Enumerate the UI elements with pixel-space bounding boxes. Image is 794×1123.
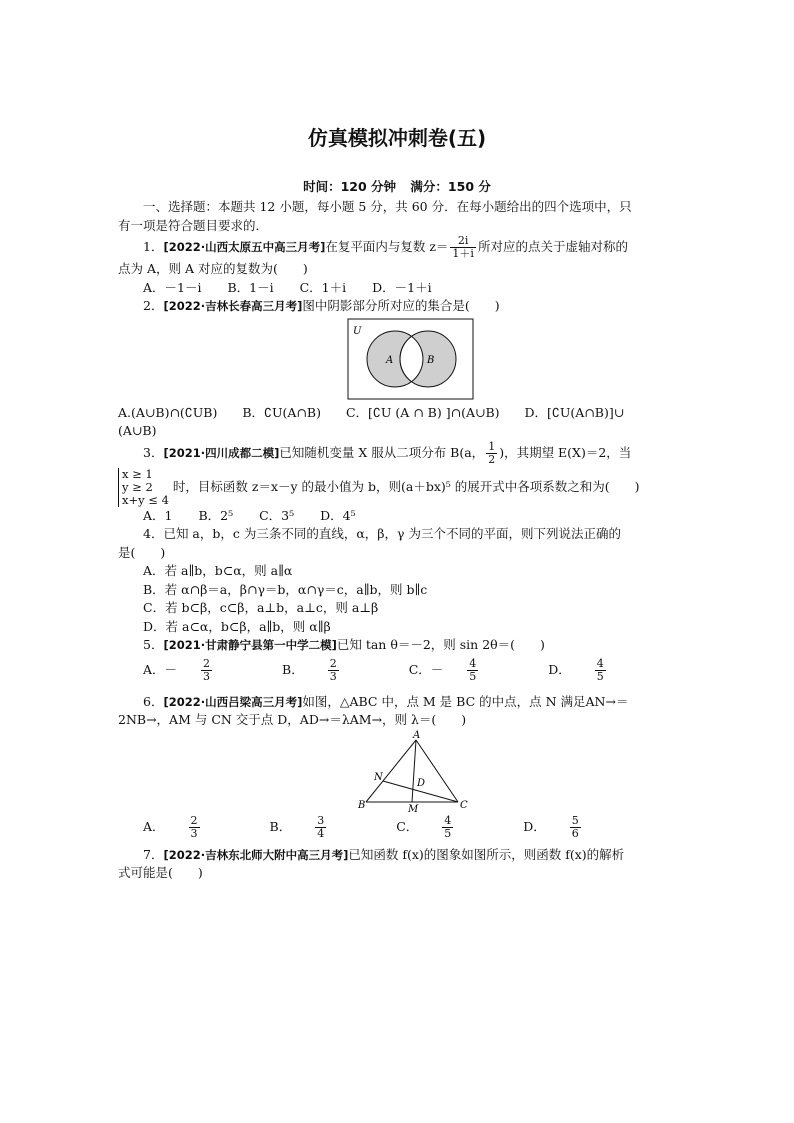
- fraction: $\frac{2}{3}$: [203, 656, 211, 683]
- venn-diagram: [118, 318, 678, 404]
- point-a-label: A: [413, 729, 421, 741]
- fraction: $\frac{4}{5}$: [596, 656, 604, 683]
- fraction: $\frac{3}{4}$: [317, 813, 325, 840]
- venn-label-b: B: [427, 354, 435, 366]
- point-d-label: D: [417, 777, 426, 789]
- venn-label-a: A: [386, 354, 394, 366]
- option: D． $\frac{4}{5}$: [548, 662, 650, 677]
- fraction: $\frac{4}{5}$: [469, 656, 477, 683]
- exam-score: 满分：150 分: [410, 179, 491, 194]
- venn-figure: [118, 316, 678, 404]
- question-source: [2022·山西太原五中高三月考]: [163, 240, 326, 254]
- option: A．若 a∥b，b⊂α，则 a∥α: [143, 563, 293, 578]
- triangle-figure: [118, 730, 678, 812]
- option: A．1: [143, 507, 173, 523]
- option: C．3⁵: [259, 507, 295, 523]
- fraction: $\frac{1}{2}$: [488, 439, 496, 466]
- question-4: 4．已知 a，b，c 为三条不同的直线，α，β，γ 为三个不同的平面，则下列说法正确的: [143, 526, 621, 541]
- question-list: [118, 198, 678, 883]
- fraction: $\frac{2i}{1+i}$: [452, 234, 474, 260]
- question-1-cont: 点为 A，则 A 对应的复数为( ): [118, 261, 308, 276]
- question-source: [2021·四川成都二模]: [163, 445, 280, 460]
- option: B． $\frac{2}{3}$: [282, 662, 383, 677]
- question-2-options: A.(A∪B)∩(∁UB) B．∁U(A∩B) C．[∁U (A ∩ B) ]∩(A∪B) D．[∁U(A∩B)]∪: [118, 404, 625, 420]
- question-1: 1．[2022·山西太原五中高三月考]在复平面内与复数 z＝ $\frac{2i}{1+i}$ 所对应的点关于虚轴对称的: [143, 234, 628, 260]
- option: A． $\frac{2}{3}$: [143, 819, 244, 834]
- fraction: $\frac{4}{5}$: [444, 813, 452, 840]
- side-ac: [416, 740, 458, 802]
- question-2-options-tail: (A∪B): [118, 423, 157, 438]
- question-source: [2022·山西吕梁高三月考]: [163, 694, 303, 709]
- fraction: $\frac{2}{3}$: [329, 656, 337, 683]
- segment-am: [412, 740, 416, 802]
- section-intro-2: 有一项是符合题目要求的．: [118, 217, 269, 233]
- option: B． $\frac{3}{4}$: [270, 819, 371, 834]
- constraint-system: x ≥ 1 y ≥ 2 x+y ≤ 4: [118, 468, 169, 507]
- question-7-cont: 式可能是( ): [118, 865, 203, 880]
- question-5-options: [118, 655, 678, 685]
- option: A．－ $\frac{2}{3}$: [143, 662, 256, 677]
- question-5: 5．[2021·甘肃静宁县第一中学二模]已知 tan θ＝－2，则 sin 2θ＝( ): [143, 637, 545, 652]
- option: D．4⁵: [320, 507, 356, 523]
- question-6-cont: 2NB→，AM 与 CN 交于点 D，AD→＝λAM→，则 λ＝( ): [118, 712, 467, 727]
- option: C．－ $\frac{4}{5}$: [409, 662, 523, 677]
- question-6: 6．[2022·山西吕梁高三月考]如图，△ABC 中，点 M 是 BC 的中点，点 N 满足AN→＝: [143, 693, 629, 709]
- venn-label-u: U: [353, 325, 362, 337]
- triangle-diagram: [118, 730, 678, 812]
- exam-meta: [0, 177, 794, 195]
- fraction: $\frac{2}{3}$: [190, 813, 198, 840]
- question-4-cont: 是( ): [118, 544, 166, 560]
- option: A．－1－i: [143, 279, 202, 295]
- question-1-options: [118, 279, 678, 298]
- option: D．若 a⊂α，b⊂β，a∥b，则 α∥β: [143, 618, 331, 634]
- option: C． $\frac{4}{5}$: [396, 819, 497, 834]
- fraction: $\frac{5}{6}$: [571, 813, 579, 840]
- question-3-cont: x ≥ 1 y ≥ 2 x+y ≤ 4 时，目标函数 z＝x－y 的最小值为 b，则(a＋bx)⁵ 的展开式中各项系数之和为( ): [118, 468, 678, 507]
- point-b-label: B: [358, 799, 366, 811]
- question-3: 3．[2021·四川成都二模]已知随机变量 X 服从二项分布 B(a， $\frac{1}{2}$ )，其期望 E(X)＝2，当: [143, 439, 632, 466]
- page-title: 仿真模拟冲刺卷(五): [307, 126, 487, 150]
- option: B．2⁵: [198, 507, 234, 523]
- option: B．1－i: [227, 279, 274, 295]
- question-source: [2022·吉林长春高三月考]: [163, 299, 303, 313]
- question-2: 2．[2022·吉林长春高三月考]图中阴影部分所对应的集合是( ): [143, 298, 500, 313]
- question-7: 7．[2022·吉林东北师大附中高三月考]已知函数 f(x)的图象如图所示，则函数 f(x)的解析: [143, 846, 625, 862]
- question-source: [2022·吉林东北师大附中高三月考]: [163, 847, 349, 862]
- option: C．1＋i: [299, 279, 347, 295]
- exam-time: 时间：120 分钟: [303, 179, 397, 194]
- question-3-options: [118, 507, 678, 526]
- question-source: [2021·甘肃静宁县第一中学二模]: [163, 638, 337, 652]
- question-6-options: [118, 812, 678, 842]
- side-ab: [366, 740, 416, 802]
- point-n-label: N: [374, 771, 383, 783]
- option: B．若 α∩β＝a，β∩γ＝b，α∩γ＝c，a∥b，则 b∥c: [143, 581, 428, 597]
- point-c-label: C: [460, 799, 468, 811]
- option: C．若 b⊂β，c⊂β，a⊥b，a⊥c，则 a⊥β: [143, 600, 379, 615]
- option: D． $\frac{5}{6}$: [523, 819, 625, 834]
- point-m-label: M: [408, 803, 419, 812]
- option: D．－1＋i: [372, 279, 432, 295]
- section-intro-1: 一、选择题：本题共 12 小题，每小题 5 分，共 60 分．在每小题给出的四个选项中，只: [143, 199, 632, 214]
